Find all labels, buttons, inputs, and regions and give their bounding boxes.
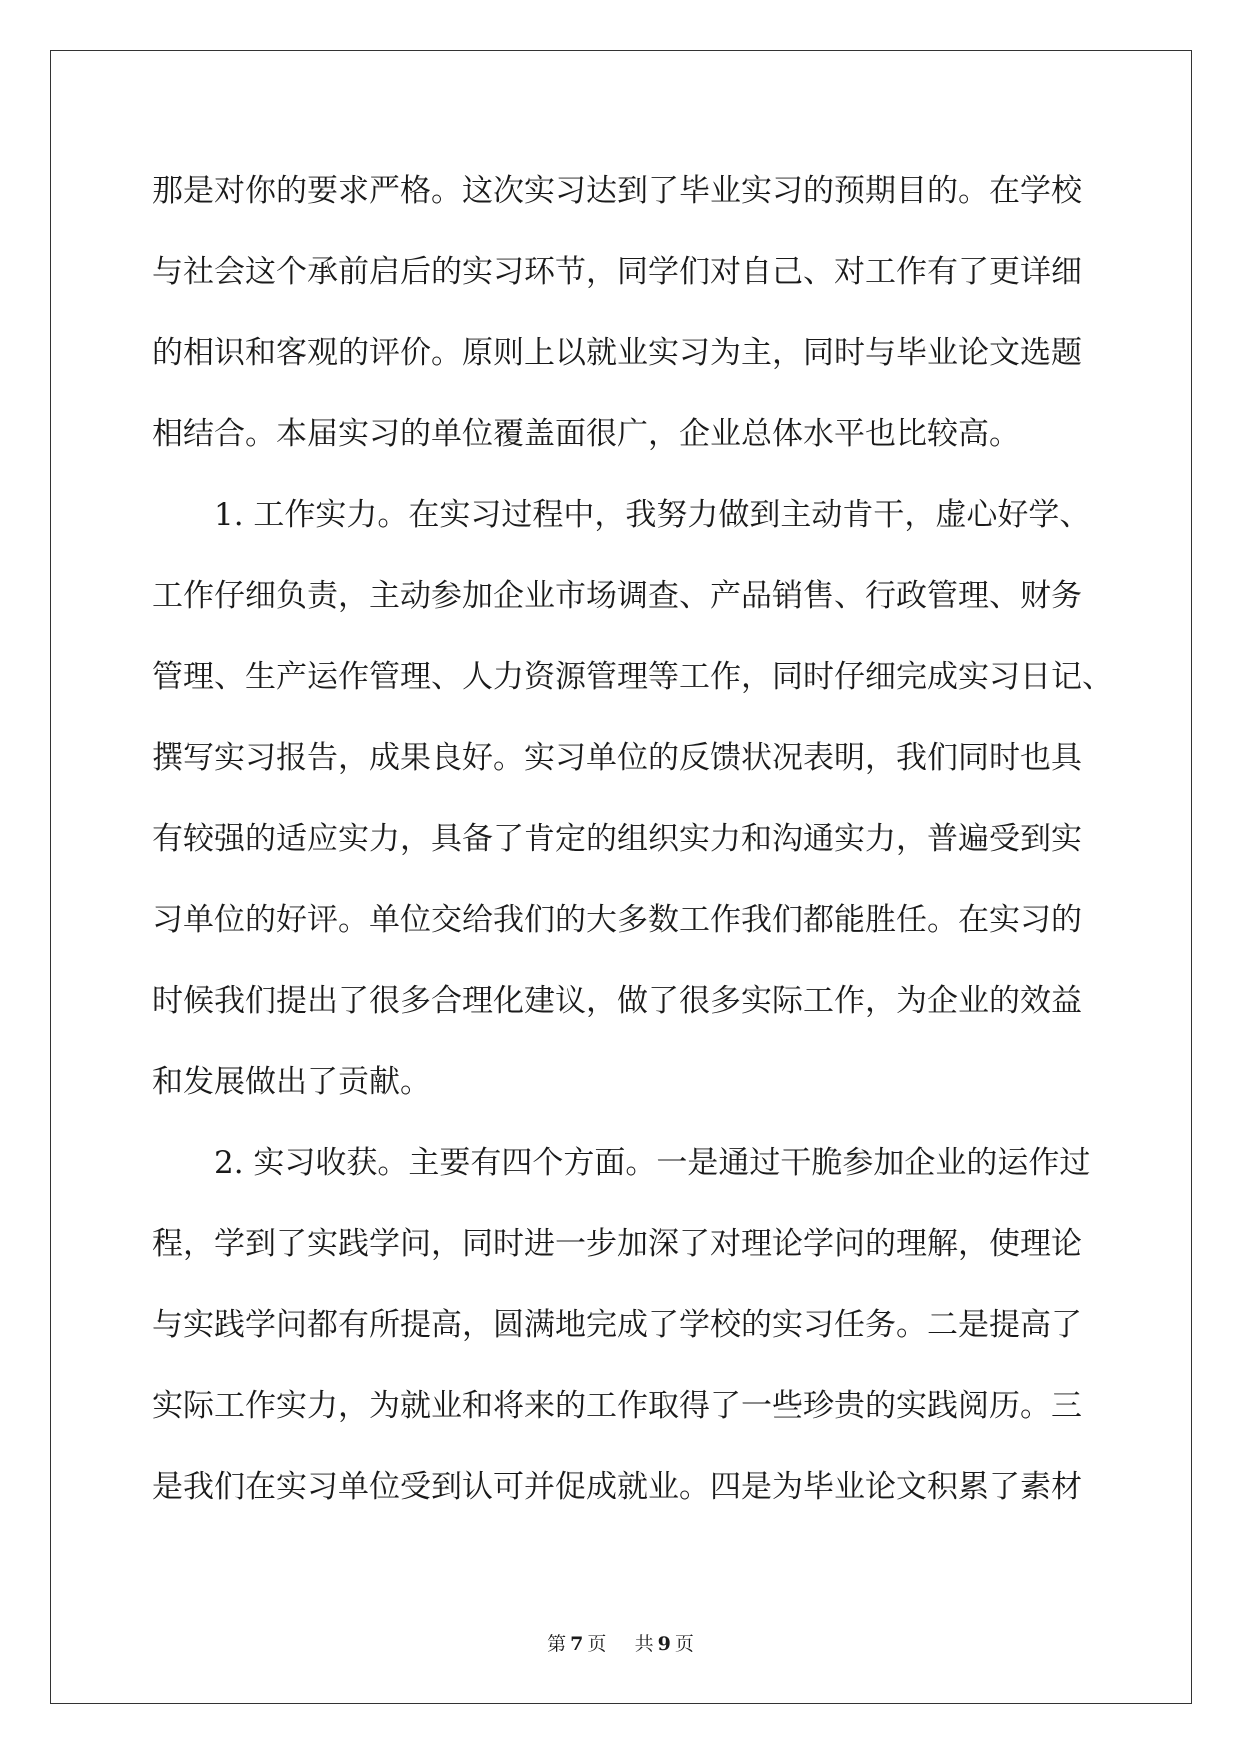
text-line-15: 与实践学问都有所提高，圆满地完成了学校的实习任务。二是提高了 [152,1307,1082,1343]
text-line-10: 习单位的好评。单位交给我们的大多数工作我们都能胜任。在实习的 [152,902,1082,938]
text-line-5: 1. 工作实力。在实习过程中，我努力做到主动肯干，虚心好学、 [214,497,1091,533]
text-line-13: 2. 实习收获。主要有四个方面。一是通过干脆参加企业的运作过 [214,1145,1091,1181]
text-line-3: 的相识和客观的评价。原则上以就业实习为主，同时与毕业论文选题 [152,335,1082,371]
text-line-8: 撰写实习报告，成果良好。实习单位的反馈状况表明，我们同时也具 [152,740,1082,776]
total-pages-number: 9 [657,1633,671,1655]
footer-page-suffix: 页 [587,1633,607,1655]
text-line-16: 实际工作实力，为就业和将来的工作取得了一些珍贵的实践阅历。三 [152,1388,1082,1424]
document-body [152,163,1113,1540]
text-line-7: 管理、生产运作管理、人力资源管理等工作，同时仔细完成实习日记、 [152,659,1113,695]
text-line-4: 相结合。本届实习的单位覆盖面很广，企业总体水平也比较高。 [152,416,1020,452]
text-line-14: 程，学到了实践学问，同时进一步加深了对理论学问的理解，使理论 [152,1226,1082,1262]
text-line-11: 时候我们提出了很多合理化建议，做了很多实际工作，为企业的效益 [152,983,1082,1019]
text-line-2: 与社会这个承前启后的实习环节，同学们对自己、对工作有了更详细 [152,254,1082,290]
footer-prefix: 第 [547,1633,567,1655]
text-line-17: 是我们在实习单位受到认可并促成就业。四是为毕业论文积累了素材 [152,1469,1082,1505]
current-page-number: 7 [570,1633,584,1655]
text-line-12: 和发展做出了贡献。 [152,1064,431,1100]
text-line-1: 那是对你的要求严格。这次实习达到了毕业实习的预期目的。在学校 [152,173,1082,209]
footer-total-prefix: 共 [634,1633,654,1655]
text-line-6: 工作仔细负责，主动参加企业市场调查、产品销售、行政管理、财务 [152,578,1082,614]
text-line-9: 有较强的适应实力，具备了肯定的组织实力和沟通实力，普遍受到实 [152,821,1082,857]
page-footer [0,1632,1241,1656]
footer-total-suffix: 页 [674,1633,694,1655]
